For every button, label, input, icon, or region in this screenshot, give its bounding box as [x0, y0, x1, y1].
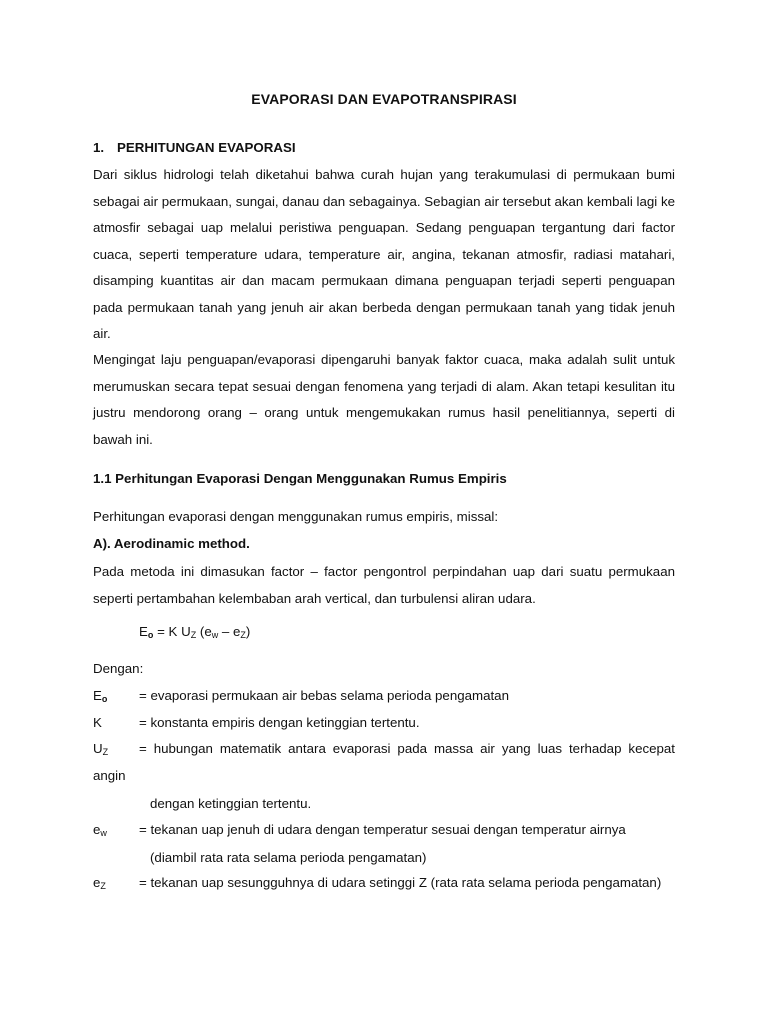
section-1-heading: [93, 140, 296, 155]
formula-part-d: ): [245, 624, 251, 639]
dengan-label: Dengan:: [93, 661, 144, 676]
definition-ew: [93, 817, 675, 844]
definition-eo: [93, 683, 675, 710]
definition-ew-text: = tekanan uap jenuh di udara dengan temperatur sesuai dengan temperatur airnya: [139, 822, 626, 837]
method-label: A). Aerodinamic method.: [93, 536, 250, 551]
definition-uz-symbol: $U_Z$: [93, 741, 109, 757]
definition-uz-text: = hubungan matematik antara evaporasi pada massa air yang luas terhadap kecepat angin: [93, 741, 675, 783]
section-1-title: PERHITUNGAN EVAPORASI: [117, 140, 296, 155]
section-1-1-heading: 1.1 Perhitungan Evaporasi Dengan Menggunakan Rumus Empiris: [93, 471, 507, 486]
definition-k-text: = konstanta empiris dengan ketinggian tertentu.: [139, 715, 420, 730]
definition-uz-continuation: dengan ketinggian tertentu.: [150, 796, 312, 811]
formula-part-c-sub: Z: [240, 630, 246, 640]
formula-lhs-sub: o: [147, 630, 154, 640]
definition-eo-text: = evaporasi permukaan air bebas selama perioda pengamatan: [139, 688, 509, 703]
definition-uz: [93, 736, 675, 789]
formula-lhs: E: [139, 624, 148, 639]
formula-part-a-sub: Z: [190, 630, 197, 640]
definition-ew-symbol: $e_w$: [93, 822, 107, 838]
section-1-number: 1.: [93, 140, 105, 155]
paragraph-1: Dari siklus hidrologi telah diketahui bahwa curah hujan yang terakumulasi di permukaan bumi sebagai air permukaan, sungai, danau dan sebagainya. Sebagian air tersebut akan kembali lagi ke atmosfir sebagai uap melalui peristiwa penguapan. Sedang penguapan tergantung dari factor cuaca, seperti temperature udara, temperature air, angina, tekanan atmosfir, radiasi matahari, disamping kuantitas air dan macam permukaan dimana penguapan terjadi seperti penguapan pada permukaan tanah yang jenuh air akan berbeda dengan permukaan tanah yang tidak jenuh air.: [93, 167, 675, 341]
definition-ez-symbol: $e_Z$: [93, 875, 106, 891]
definition-k: [93, 710, 675, 737]
paragraph-2: Mengingat laju penguapan/evaporasi dipengaruhi banyak faktor cuaca, maka adalah sulit untuk merumuskan secara tepat sesuai dengan fenomena yang terjadi di alam. Akan tetapi kesulitan itu justru mendorong orang – orang untuk mengemukakan rumus hasil penelitiannya, seperti di bawah ini.: [93, 352, 675, 447]
lead-sentence: Perhitungan evaporasi dengan menggunakan rumus empiris, missal:: [93, 509, 499, 524]
formula: [139, 624, 250, 639]
definition-k-symbol: K: [93, 715, 102, 730]
document-title: EVAPORASI DAN EVAPOTRANSPIRASI: [251, 91, 517, 107]
formula-part-c: – e: [218, 624, 241, 639]
definition-eo-symbol: $E_o$: [93, 688, 108, 704]
definition-ew-continuation: (diambil rata rata selama perioda pengamatan): [150, 850, 427, 865]
formula-part-b-sub: w: [211, 630, 219, 640]
formula-part-a: = K U: [153, 624, 191, 639]
paragraph-3: Pada metoda ini dimasukan factor – factor pengontrol perpindahan uap dari suatu permukaan seperti pertambahan kelembaban arah vertical, dan turbulensi aliran udara.: [93, 564, 675, 606]
formula-part-b: (e: [196, 624, 212, 639]
definition-ez-text: = tekanan uap sesungguhnya di udara setinggi Z (rata rata selama perioda pengamatan): [139, 875, 662, 890]
definition-ez: [93, 870, 675, 897]
